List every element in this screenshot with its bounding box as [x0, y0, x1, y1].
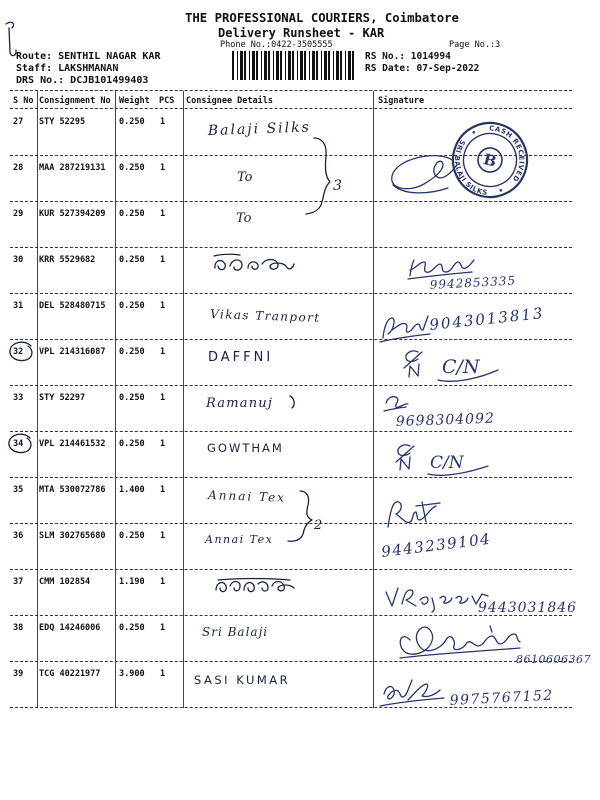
row-sno: 37	[13, 577, 24, 587]
barcode-bar	[321, 51, 322, 80]
barcode-bar	[345, 51, 346, 80]
barcode-bar	[244, 51, 246, 80]
row-weight: 1.400	[119, 485, 145, 495]
column-header-pcs: PCS	[159, 96, 175, 106]
phone-number: Phone No.:0422-3505555	[220, 40, 333, 50]
barcode	[232, 51, 356, 80]
barcode-bar	[240, 51, 243, 80]
table-row	[0, 156, 600, 202]
row-sno: 36	[13, 531, 24, 541]
row-consignment-no: KUR 527394209	[39, 209, 106, 219]
signature-phone-number: 9043013813	[428, 304, 546, 334]
consignee-note: To	[237, 170, 253, 185]
row-weight: 0.250	[119, 163, 145, 173]
row-weight: 0.250	[119, 531, 145, 541]
row-divider	[10, 707, 572, 708]
row-consignment-no: DEL 528480715	[39, 301, 106, 311]
barcode-bar	[312, 51, 315, 80]
table-row	[0, 340, 600, 386]
consignee-note: Annai Tex	[207, 488, 287, 505]
barcode-bar	[273, 51, 274, 80]
stamp-logo-letter: B	[481, 150, 499, 171]
row-consignment-no: MTA 530072786	[39, 485, 106, 495]
signature-phone-number: 9443031846	[478, 600, 578, 616]
table-row	[0, 386, 600, 432]
table-row	[0, 294, 600, 340]
consignee-note: Vikas Tranport	[209, 307, 321, 325]
row-consignment-no: EDQ 14246006	[39, 623, 101, 633]
barcode-bar	[300, 51, 303, 80]
row-weight: 3.900	[119, 669, 145, 679]
row-pcs: 1	[160, 577, 166, 587]
column-header-signature: Signature	[378, 96, 425, 106]
table-row	[0, 202, 600, 248]
barcode-bar	[297, 51, 298, 80]
table-row	[0, 248, 600, 294]
stamp-text-inner: CASH RECEIVED	[488, 124, 526, 184]
row-pcs: 1	[160, 255, 166, 265]
row-sno: 27	[13, 117, 24, 127]
signature-phone-number: 8610606367	[516, 653, 591, 666]
signature-phone-number: 9975767152	[449, 687, 555, 709]
row-sno: 33	[13, 393, 24, 403]
row-sno: 31	[13, 301, 24, 311]
barcode-bar	[249, 51, 250, 80]
rs-date: RS Date: 07-Sep-2022	[365, 63, 480, 74]
row-pcs: 1	[160, 209, 166, 219]
row-sno: 39	[13, 669, 24, 679]
row-sno: 35	[13, 485, 24, 495]
consignee-note: GOWTHAM	[207, 441, 284, 455]
row-consignment-no: STY 52297	[39, 393, 86, 403]
group-count: 3	[333, 178, 342, 194]
row-pcs: 1	[160, 347, 166, 357]
row-sno: 34	[13, 439, 24, 449]
barcode-bar	[348, 51, 351, 80]
row-weight: 0.250	[119, 255, 145, 265]
row-sno: 32	[13, 347, 24, 357]
staff: Staff: LAKSHMANAN	[16, 63, 119, 74]
row-pcs: 1	[160, 669, 166, 679]
row-pcs: 1	[160, 623, 166, 633]
barcode-bar	[328, 51, 330, 80]
signature-phone-number: 9942853335	[429, 273, 517, 292]
barcode-bar	[280, 51, 282, 80]
row-consignment-no: CMM 102854	[39, 577, 91, 587]
barcode-bar	[261, 51, 262, 80]
row-pcs: 1	[160, 439, 166, 449]
barcode-bar	[264, 51, 267, 80]
row-consignment-no: KRR 5529682	[39, 255, 96, 265]
barcode-bar	[256, 51, 258, 80]
barcode-bar	[316, 51, 318, 80]
row-pcs: 1	[160, 531, 166, 541]
row-weight: 0.250	[119, 393, 145, 403]
barcode-bar	[292, 51, 294, 80]
row-weight: 0.250	[119, 301, 145, 311]
consignee-note: SASI KUMAR	[194, 673, 291, 687]
row-consignment-no: VPL 214461532	[39, 439, 106, 449]
table-row	[0, 524, 600, 570]
page-number: Page No.:3	[449, 40, 501, 50]
row-weight: 1.190	[119, 577, 145, 587]
row-pcs: 1	[160, 485, 166, 495]
row-weight: 0.250	[119, 209, 145, 219]
consignee-note: DAFFNI	[208, 350, 274, 365]
header-bottom-divider	[10, 108, 572, 109]
consignee-note: Ramanuj	[206, 396, 274, 411]
barcode-bar	[352, 51, 354, 80]
table-row	[0, 432, 600, 478]
consignee-note: Balaji Silks	[207, 119, 312, 139]
barcode-bar	[285, 51, 286, 80]
barcode-bar	[333, 51, 334, 80]
barcode-bar	[232, 51, 234, 80]
barcode-bar	[304, 51, 306, 80]
consignee-note: Annai Tex	[205, 533, 274, 546]
consignee-note: Sri Balaji	[202, 625, 269, 639]
barcode-bar	[252, 51, 255, 80]
barcode-bar	[340, 51, 342, 80]
pen-mark	[6, 22, 16, 55]
barcode-bar	[336, 51, 339, 80]
barcode-bar	[288, 51, 291, 80]
signature-phone-number: 9443239104	[380, 529, 493, 561]
stamp-text-ring: SRI BALAJI SILKS	[452, 138, 489, 197]
signature-cn-note: C/N	[430, 453, 464, 473]
signature-cn-note: C/N	[442, 356, 480, 378]
company-name: THE PROFESSIONAL COURIERS, Coimbatore	[185, 11, 459, 25]
row-weight: 0.250	[119, 117, 145, 127]
barcode-bar	[324, 51, 327, 80]
header-top-divider	[10, 90, 572, 91]
route: Route: SENTHIL NAGAR KAR	[16, 51, 161, 62]
row-pcs: 1	[160, 301, 166, 311]
row-consignment-no: TCG 40221977	[39, 669, 101, 679]
barcode-bar	[276, 51, 279, 80]
row-sno: 29	[13, 209, 24, 219]
column-header-weight: Weight	[119, 96, 150, 106]
row-consignment-no: STY 52295	[39, 117, 86, 127]
row-consignment-no: SLM 302765680	[39, 531, 106, 541]
barcode-bar	[268, 51, 270, 80]
rs-number: RS No.: 1014994	[365, 51, 451, 62]
table-row	[0, 478, 600, 524]
row-pcs: 1	[160, 117, 166, 127]
table-row	[0, 616, 600, 662]
drs-number: DRS No.: DCJB101499403	[16, 75, 149, 86]
column-header-consignment-no: Consignment No	[39, 96, 111, 106]
row-sno: 30	[13, 255, 24, 265]
barcode-bar	[237, 51, 238, 80]
row-weight: 0.250	[119, 623, 145, 633]
column-header-consignee-details: Consignee Details	[186, 96, 273, 106]
row-consignment-no: VPL 214316087	[39, 347, 106, 357]
row-consignment-no: MAA 287219131	[39, 163, 106, 173]
table-row	[0, 110, 600, 156]
consignee-note: To	[236, 211, 252, 226]
table-row	[0, 570, 600, 616]
row-pcs: 1	[160, 393, 166, 403]
row-sno: 28	[13, 163, 24, 173]
row-weight: 0.250	[119, 347, 145, 357]
runsheet-title: Delivery Runsheet - KAR	[218, 26, 385, 40]
row-weight: 0.250	[119, 439, 145, 449]
barcode-bar	[309, 51, 310, 80]
column-header-sno: S No	[13, 96, 34, 106]
row-sno: 38	[13, 623, 24, 633]
group-count: 2	[314, 518, 323, 533]
row-pcs: 1	[160, 163, 166, 173]
table-row	[0, 662, 600, 708]
signature-phone-number: 9698304092	[395, 410, 496, 430]
